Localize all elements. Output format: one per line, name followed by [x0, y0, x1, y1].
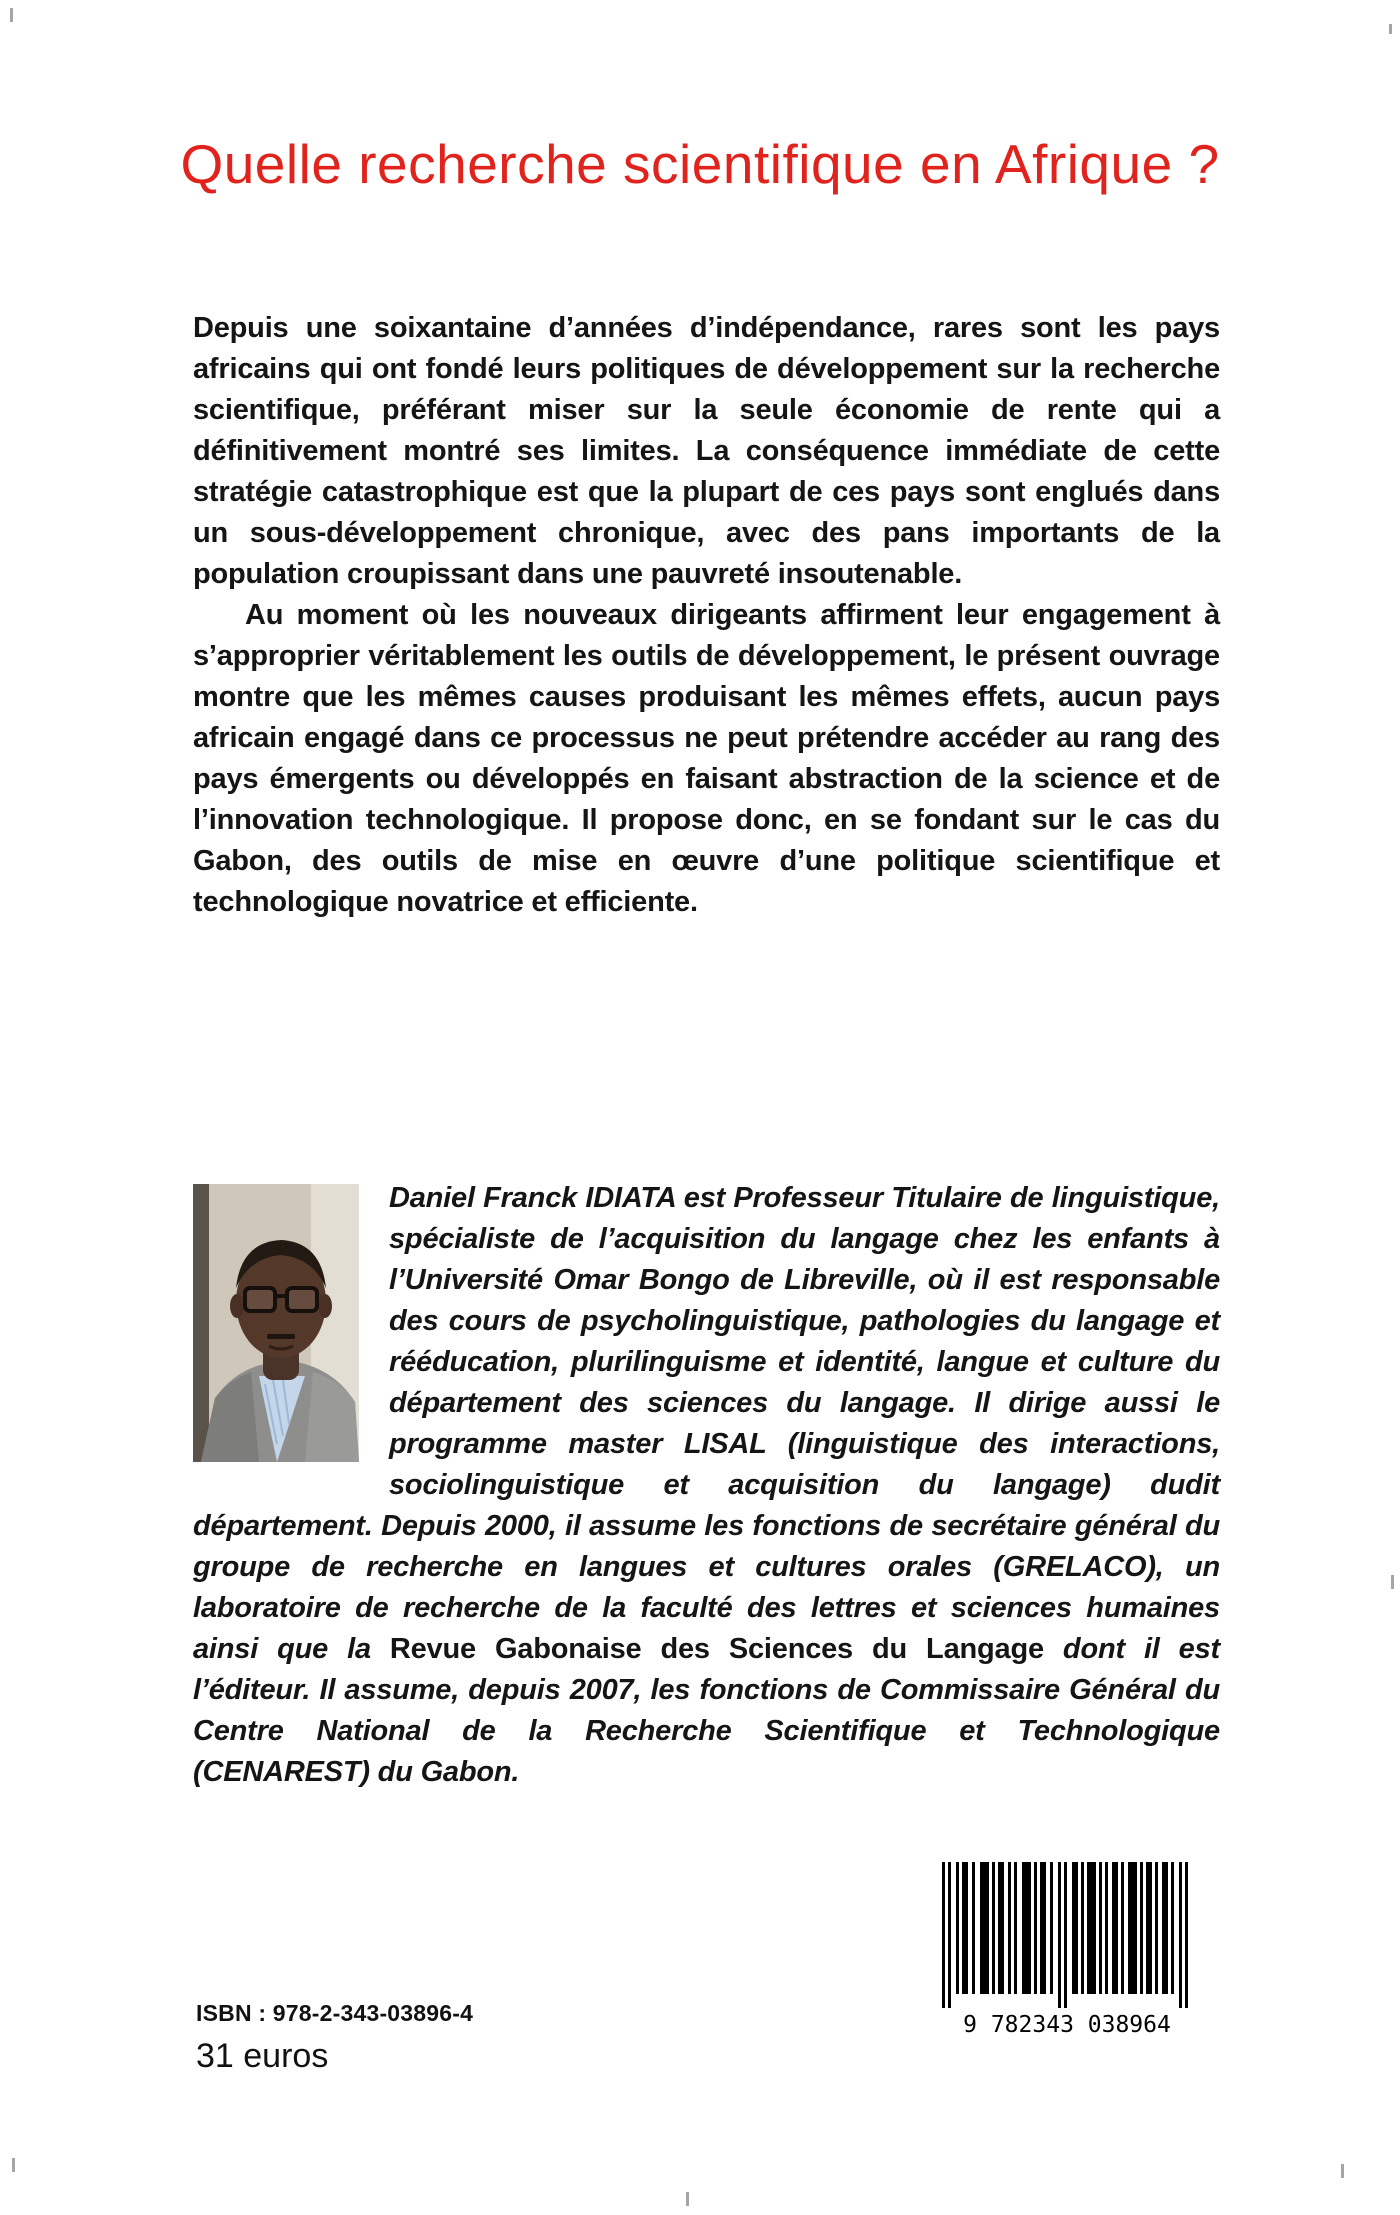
author-photo-image	[193, 1184, 359, 1462]
book-title: Quelle recherche scientifique en Afrique ?	[180, 133, 1220, 195]
synopsis-section	[193, 308, 1220, 923]
synopsis-paragraph-2: Au moment où les nouveaux dirigeants affirment leur engagement à s’approprier véritablement les outils de développement, le présent ouvrage montre que les mêmes causes produisant les mêmes effets, aucun pays africain engagé dans ce processus ne peut prétendre accéder au rang des pays émergents ou développés en faisant abstraction de la science et de l’innovation technologique. Il propose donc, en se fondant sur le cas du Gabon, des outils de mise en œuvre d’une politique scientifique et technologique novatrice et efficiente.	[193, 599, 1220, 918]
author-photo	[193, 1184, 359, 1462]
bio-text-part-2: dont il est l’éditeur. Il assume, depuis 2007, les fonctions de Commissaire Général du Centre National de la Recherche Scientifique et Technologique (CENAREST) du Gabon.	[193, 1633, 1220, 1788]
crop-mark-right-middle	[1391, 1575, 1394, 1589]
isbn-text: ISBN : 978-2-343-03896-4	[196, 2000, 474, 2026]
synopsis-paragraph-1: Depuis une soixantaine d’années d’indépendance, rares sont les pays africains qui ont fondé leurs politiques de développement sur la recherche scientifique, préférant miser sur la seule économie de rente qui a définitivement montré ses limites. La conséquence immédiate de cette stratégie catastrophique est que la plupart de ces pays sont englués dans un sous-développement chronique, avec des pans importants de la population croupissant dans une pauvreté insoutenable.	[193, 312, 1220, 590]
barcode-digits: 9 782343 038964	[963, 2012, 1171, 2038]
crop-mark-bottom-left	[12, 2158, 15, 2172]
crop-mark-bottom-right	[1341, 2164, 1344, 2178]
barcode	[930, 1860, 1204, 2060]
crop-mark-top-right	[1389, 24, 1392, 34]
isbn-price-block	[196, 2000, 473, 2076]
crop-mark-bottom-center	[686, 2192, 689, 2206]
journal-title: Revue Gabonaise des Sciences du Langage	[389, 1633, 1044, 1665]
barcode-image	[932, 1860, 1202, 2040]
crop-mark-top-left	[10, 8, 13, 22]
author-bio-paragraph	[193, 1178, 1220, 1793]
price-text: 31 euros	[196, 2037, 329, 2075]
bio-text-part-1: est Professeur Titulaire de linguistique, spécialiste de l’acquisition du langage chez les enfants à l’Université Omar Bongo de Libreville, où il est responsable des cours de psycholinguistique, pathologies du langage et rééducation, plurilinguisme et identité, langue et culture du département des sciences du langage. Il dirige aussi le programme master LISAL (linguistique des interactions, sociolinguistique et acquisition du langage) dudit département. Depuis 2000, il assume les fonctions de secrétaire général du groupe de recherche en langues et cultures orales (GRELACO), un laboratoire de recherche de la faculté des lettres et sciences humaines ainsi que la	[193, 1182, 1220, 1665]
author-bio-section	[193, 1178, 1220, 1793]
author-name: Daniel Franck IDIATA	[389, 1182, 676, 1214]
